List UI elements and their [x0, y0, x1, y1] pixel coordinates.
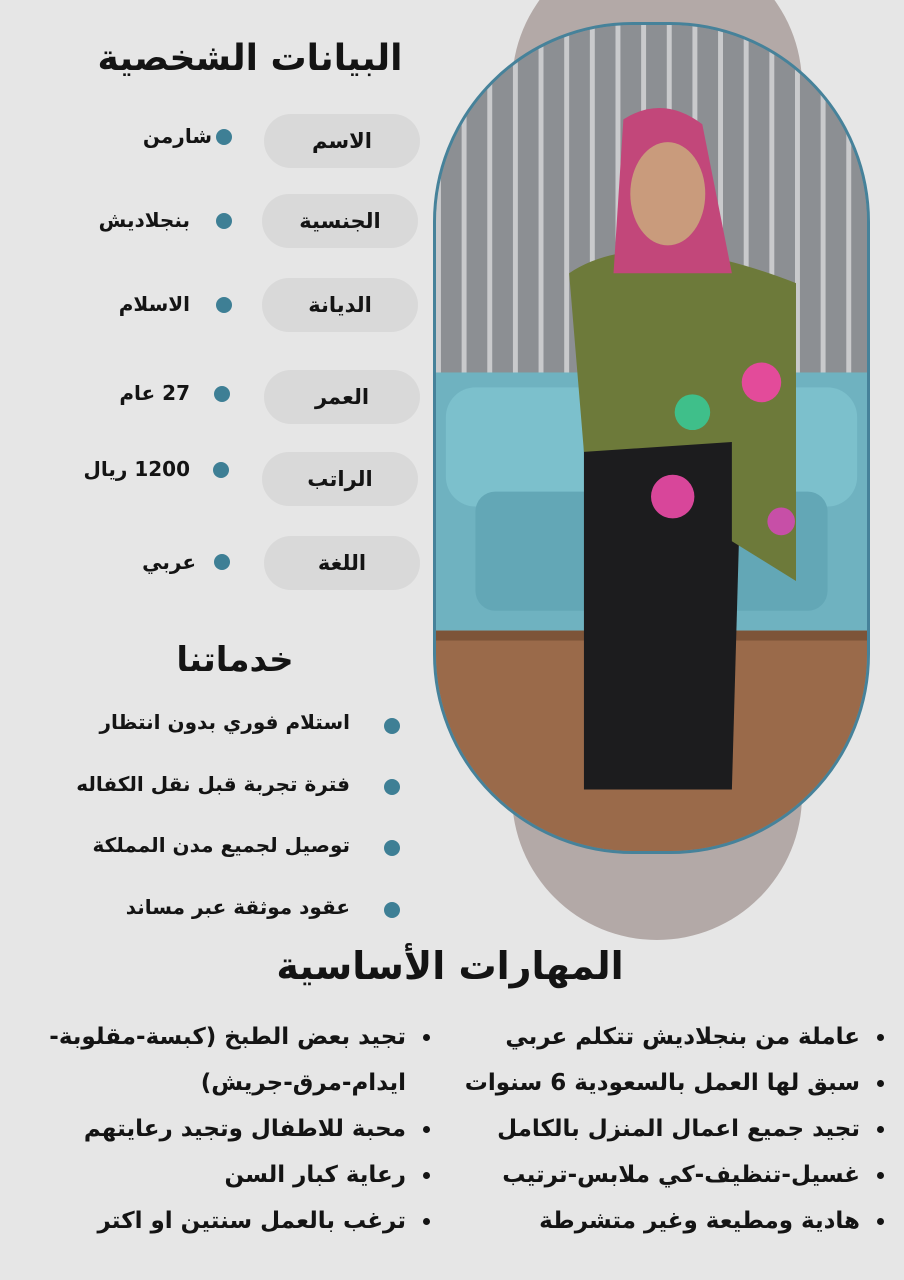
bullet-dot — [216, 129, 232, 145]
services-title: خدماتنا — [176, 640, 294, 680]
bullet-dot — [384, 779, 400, 795]
skill-item: • غسيل-تنظيف-كي ملابس-ترتيب — [456, 1152, 864, 1198]
bullet-dot — [214, 386, 230, 402]
skill-item: • تجيد جميع اعمال المنزل بالكامل — [456, 1106, 864, 1152]
skill-item: • عاملة من بنجلاديش تتكلم عربي — [456, 1014, 864, 1060]
value-language: عربي — [142, 550, 196, 574]
bullet-dot — [384, 902, 400, 918]
skills-list-left — [10, 1014, 440, 1244]
skill-item: • ترغب بالعمل سنتين او اكتر — [10, 1198, 410, 1244]
service-item: فترة تجربة قبل نقل الكفاله — [76, 772, 350, 796]
bullet-dot — [384, 840, 400, 856]
value-nationality: بنجلاديش — [98, 208, 190, 232]
bullet-dot — [214, 554, 230, 570]
label-religion: الديانة — [262, 278, 418, 332]
skill-item: • رعاية كبار السن — [10, 1152, 410, 1198]
bullet-dot — [213, 462, 229, 478]
skill-item: • تجيد بعض الطبخ (كبسة-مقلوبة-ايدام-مرق-جريش) — [10, 1014, 410, 1106]
skills-list-right — [456, 1014, 894, 1244]
value-religion: الاسلام — [118, 292, 190, 316]
bullet-dot — [216, 297, 232, 313]
skill-item: • محبة للاطفال وتجيد رعايتهم — [10, 1106, 410, 1152]
value-age: 27 عام — [119, 381, 190, 405]
label-salary: الراتب — [262, 452, 418, 506]
photo-illustration — [436, 25, 867, 851]
label-language: اللغة — [264, 536, 420, 590]
value-name: شارمن — [142, 124, 212, 148]
bullet-dot — [384, 718, 400, 734]
label-age: العمر — [264, 370, 420, 424]
service-item: استلام فوري بدون انتظار — [99, 710, 350, 734]
service-item: توصيل لجميع مدن المملكة — [92, 833, 350, 857]
label-nationality: الجنسية — [262, 194, 418, 248]
worker-photo — [433, 22, 870, 854]
personal-info-title: البيانات الشخصية — [97, 38, 403, 79]
label-name: الاسم — [264, 114, 420, 168]
value-salary: 1200 ريال — [83, 457, 190, 481]
service-item: عقود موثقة عبر مساند — [125, 895, 350, 919]
skill-item: • سبق لها العمل بالسعودية 6 سنوات — [456, 1060, 864, 1106]
skills-title: المهارات الأساسية — [276, 944, 624, 988]
bullet-dot — [216, 213, 232, 229]
skill-item: • هادية ومطيعة وغير متشرطة — [456, 1198, 864, 1244]
